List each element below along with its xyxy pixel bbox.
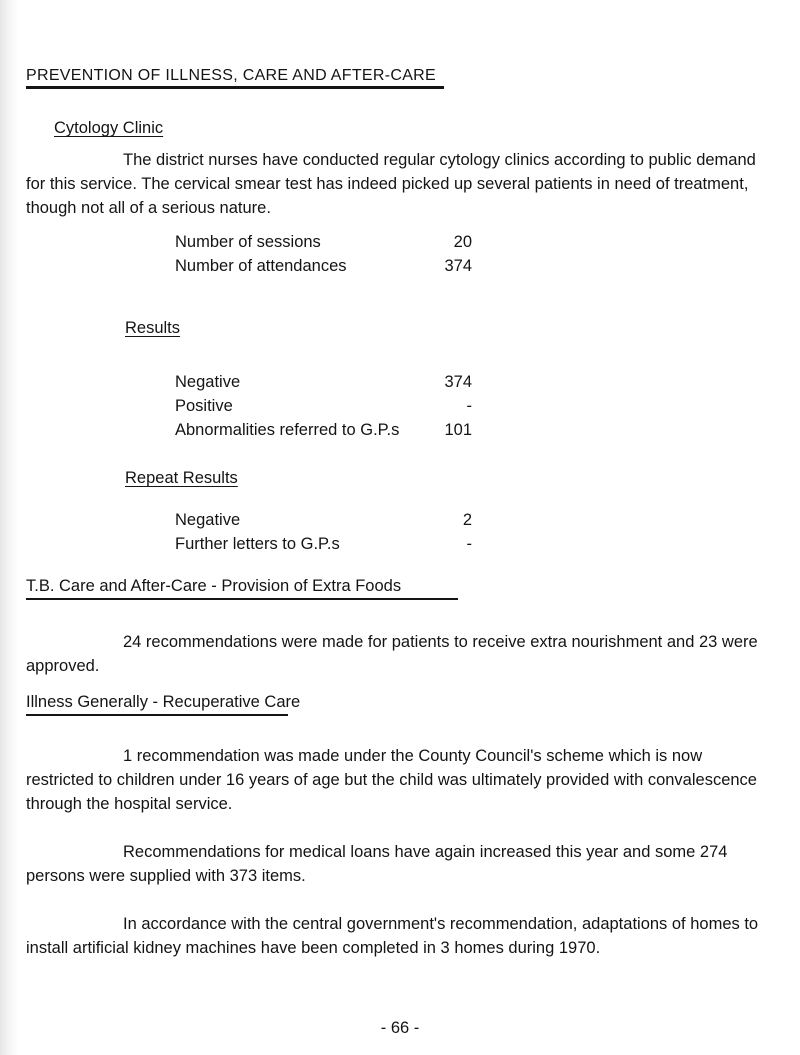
- repeat-value-negative: 2: [462, 511, 472, 529]
- tb-heading-underline: [26, 598, 458, 600]
- page-number: - 66 -: [380, 1019, 420, 1037]
- illness-paragraph-1: 1 recommendation was made under the County Council's scheme which is now restricted to children under 16 years of age but the child was ultimately provided with convalescence through the hospital service.: [26, 747, 757, 813]
- result-label-negative: Negative: [175, 373, 241, 391]
- result-value-negative: 374: [444, 373, 472, 391]
- result-value-abnormalities: 101: [444, 421, 472, 439]
- results-heading: Results: [125, 319, 181, 337]
- cytology-heading: Cytology Clinic: [54, 119, 164, 137]
- tb-paragraph: 24 recommendations were made for patients to receive extra nourishment and 23 were approved.: [26, 633, 758, 675]
- result-label-abnormalities: Abnormalities referred to G.P.s: [175, 421, 400, 439]
- illness-heading-underline: [26, 714, 288, 716]
- page-scan-edge: [0, 0, 18, 1055]
- title-underline: [26, 86, 444, 89]
- repeat-value-letters: -: [466, 535, 472, 553]
- repeat-results-heading: Repeat Results: [125, 469, 238, 487]
- cytology-paragraph: The district nurses have conducted regular cytology clinics according to public demand for this service. The cervical smear test has indeed picked up several patients in need of treatment, though not all of a serious nature.: [26, 151, 756, 217]
- repeat-label-negative: Negative: [175, 511, 241, 529]
- stat-value-sessions: 20: [453, 233, 472, 251]
- page-title: PREVENTION OF ILLNESS, CARE AND AFTER-CARE: [26, 67, 437, 84]
- repeat-label-letters: Further letters to G.P.s: [175, 535, 340, 553]
- stat-label-sessions: Number of sessions: [175, 233, 321, 251]
- result-label-positive: Positive: [175, 397, 233, 415]
- tb-heading: T.B. Care and After-Care - Provision of Extra Foods: [26, 577, 402, 595]
- stat-label-attendances: Number of attendances: [175, 257, 347, 275]
- illness-paragraph-2: Recommendations for medical loans have again increased this year and some 274 persons were supplied with 373 items.: [26, 843, 728, 885]
- result-value-positive: -: [466, 397, 472, 415]
- stat-value-attendances: 374: [444, 257, 472, 275]
- illness-paragraph-3: In accordance with the central government's recommendation, adaptations of homes to install artificial kidney machines have been completed in 3 homes during 1970.: [26, 915, 759, 957]
- illness-heading: Illness Generally - Recuperative Care: [26, 693, 301, 711]
